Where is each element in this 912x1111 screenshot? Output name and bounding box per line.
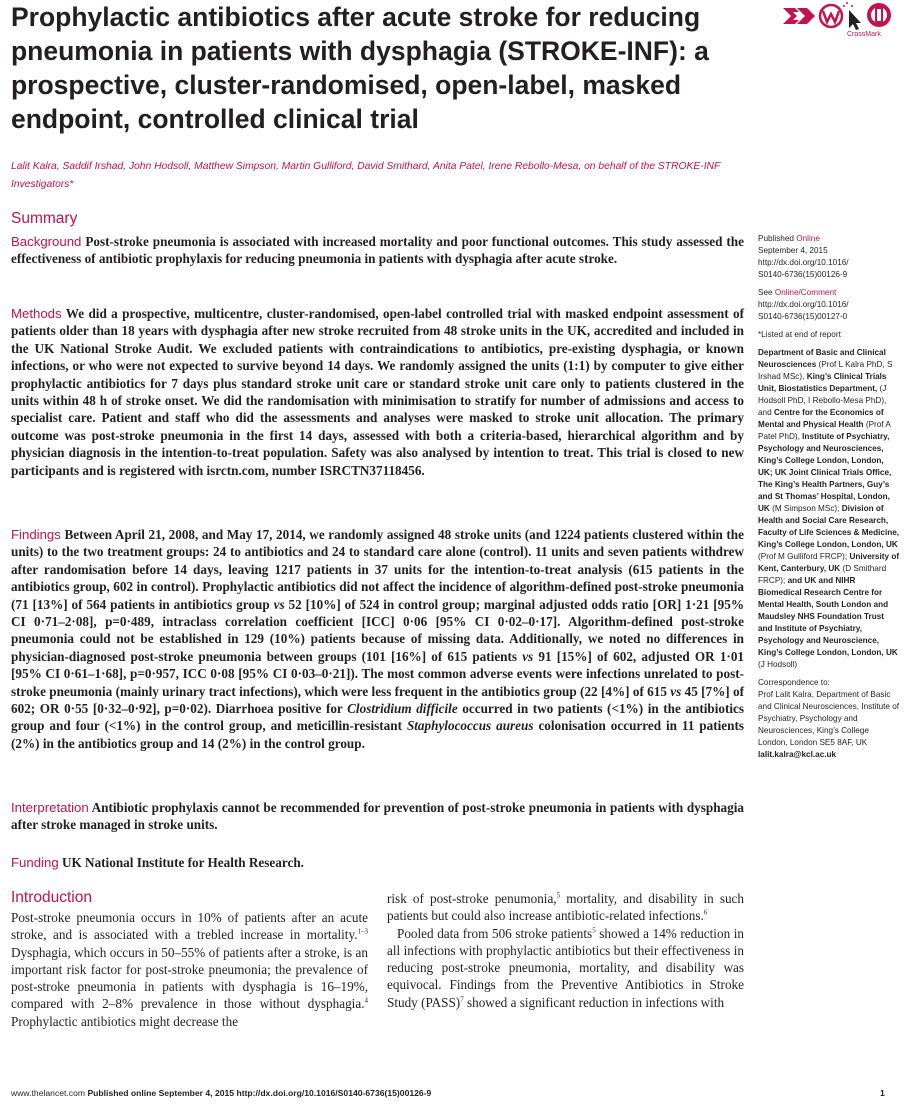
interpretation-text: Antibiotic prophylaxis cannot be recommended for prevention of post-stroke pneumonia in patients with dysphagia after stroke managed in stroke units. — [11, 800, 744, 833]
margin-sidebar — [758, 233, 900, 761]
background-label: Background — [11, 234, 82, 249]
doi-link-2[interactable]: http://dx.doi.org/10.1016/ — [758, 300, 849, 309]
intro-col1-a: Post-stroke pneumonia occurs in 10% of patients after an acute stroke, and is associated with a trebled increase in mortality. — [11, 910, 368, 943]
affiliation-4-people: (M Simpson MSc); — [772, 504, 840, 513]
intro-col2-para-2 — [387, 925, 744, 1011]
affiliation-1: Department of Basic and Clinical Neurosciences — [758, 348, 886, 369]
footer-published: Published online September 4, 2015 — [87, 1088, 235, 1098]
reference-link[interactable]: 6 — [703, 908, 708, 917]
doi-link-1[interactable]: http://dx.doi.org/10.1016/ — [758, 258, 849, 267]
published-line — [758, 233, 900, 245]
listed-note: *Listed at end of report — [758, 330, 841, 339]
see-comment-line — [758, 287, 900, 299]
doi-link-2b[interactable]: S0140-6736(15)00127-0 — [758, 312, 848, 321]
author-list: Lalit Kalra, Saddif Irshad, John Hodsoll, Matthew Simpson, Martin Gulliford, David Smithard, Anita Patel, Irene Rebollo-Mesa, on behalf of the STROKE-INF Investigators* — [11, 161, 721, 190]
affiliation-2-people: (J Hodsoll PhD, I Rebollo-Mesa PhD), and — [758, 384, 887, 417]
intro-col2-b: mortality, and disability in such patients but could also increase antibiotic-related infections. — [387, 891, 745, 924]
correspondence-email[interactable]: lalit.kalra@kcl.ac.uk — [758, 750, 837, 759]
crossmark-icon[interactable] — [867, 3, 891, 27]
introduction-heading: Introduction — [11, 889, 92, 906]
logo-icons — [781, 0, 901, 44]
comment-link[interactable]: Online/Comment — [774, 288, 837, 297]
reference-link[interactable]: 7 — [460, 995, 464, 1004]
vs-1: vs — [273, 596, 285, 612]
intro-col1-c: Prophylactic antibiotics might decrease the — [11, 1013, 239, 1029]
affiliation-2: King’s Clinical Trials Unit, Biostatistics Department, — [758, 372, 887, 393]
findings-text-1: Between April 21, 2008, and May 17, 2014, we randomly assigned 48 stroke units (and 1224 patients clustered within the units) to the two treatment groups: 24 to antibiotics and 24 to standard care alone (control). 11 units and seven patients withdrew after randomisation before 14 days, leaving 1217 patients in 37 units for the intention-to-treat analysis (615 patients in the antibiotics group, 602 in control). Prophylactic antibiotics did not affect the incidence of algorithm-defined post-stroke pneumonia (71 [13%] of 564 patients in antibiotics group — [11, 527, 744, 612]
interpretation-label: Interpretation — [11, 800, 89, 815]
published-date: September 4, 2015 — [758, 246, 828, 255]
introduction-column-2 — [387, 890, 744, 1011]
affiliation-5: Division of Health and Social Care Research, Faculty of Life Sciences & Medicine, King’s College London, London, UK — [758, 504, 900, 549]
findings-text-3: 91 [15%] of 602, adjusted OR 1·01 [95% CI 0·61–1·68], p=0·957, ICC 0·08 [95% CI 0·03–0·21]). The most common adverse events were infections unrelated to post-stroke pneumonia (mainly urinary tract infections), which were less frequent in the antibiotics group (22 [4%] of 615 — [11, 648, 745, 699]
affiliation-7-people: (J Hodsoll) — [758, 660, 798, 669]
affiliation-3: Centre for the Economics of Mental and Physical Health — [758, 408, 884, 429]
affiliation-3-people: (Prof A Patel PhD), — [758, 420, 891, 441]
vs-2: vs — [522, 648, 534, 664]
intro-col2-d: showed a 14% reduction in all infections with prophylactic antibiotics but their effectiveness in reducing post-stroke pneumonia, mortality, and disability was equivocal. Findings from the Preventive Antibiotics in Stroke Study (PASS) — [387, 925, 745, 1010]
methods-paragraph — [11, 305, 744, 479]
reference-link[interactable]: 1–3 — [357, 927, 368, 936]
introduction-column-1 — [11, 909, 368, 1030]
intro-col1-b: Dysphagia, which occurs in 50–55% of patients after a stroke, is an important risk factor for post-stroke pneumonia; the prevalence of post-stroke pneumonia in patients with dysphagia is 16–19%, compared with 2–8% prevalence in those without dysphagia. — [11, 944, 368, 1012]
summary-heading: Summary — [11, 210, 78, 227]
findings-label: Findings — [11, 527, 61, 542]
published-label: Published — [758, 234, 794, 243]
intro-col2-para-1 — [387, 890, 744, 925]
lancet-arrow-icon[interactable] — [783, 8, 815, 24]
intro-col2-c: Pooled data from 506 stroke patients — [397, 925, 593, 941]
methods-text: We did a prospective, multicentre, cluster-randomised, open-label controlled trial with masked endpoint assessment of patients older than 18 years with dysphagia after new stroke recruited from 48 stroke units in the UK, accredited and included in the UK National Stroke Audit. We excluded patients with contraindications to antibiotics, pre-existing dysphagia, or known infections, or who were not expected to survive beyond 14 days. We randomly assigned the units (1:1) by computer to give either prophylactic antibiotics for 7 days plus standard stroke unit care or standard stroke unit care only to patients clustered in the units within 48 h of stroke onset. We did the randomisation with minimisation to stratify for number of admissions and access to specialist care. Patient and staff who did the assessments and analyses were masked to stroke unit allocation. The primary outcome was post-stroke pneumonia in the first 14 days, assessed with both a criteria-based, hierarchical algorithm and by physician diagnosis in the intention-to-treat population. Safety was also analysed by intention to treat. This trial is closed to new participants and is registered with isrctn.com, number ISRCTN37118456. — [11, 306, 744, 478]
findings-text-6: colonisation occurred in 11 patients (2%) in the antibiotics group and 14 (2%) in the control group. — [11, 718, 745, 751]
web-w-icon[interactable] — [820, 5, 842, 27]
findings-text-4: 45 [7%] of 602; OR 0·55 [0·32–0·92], p=0·02). Diarrhoea positive for — [11, 683, 744, 717]
affiliation-4: Institute of Psychiatry, Psychology and Neurosciences, King’s College London, London, UK; UK Joint Clinical Trials Office, The King’s Health Partners, Guy’s and St Thomas’ Hospital, London, UK — [758, 432, 892, 513]
affiliation-5-people: (Prof M Gulliford FRCP); — [758, 552, 848, 561]
reference-link[interactable]: 5 — [592, 926, 596, 935]
affiliation-7: and UK and NIHR Biomedical Research Centre for Mental Health, South London and Maudsley NHS Foundation Trust and Institute of Psychiatry, Psychology and Neuroscience, King’s College London, London, UK — [758, 576, 898, 657]
clostridium-term: Clostridium difficile — [347, 701, 458, 717]
findings-paragraph — [11, 526, 744, 752]
footer-site[interactable]: www.thelancet.com — [11, 1088, 86, 1098]
online-link[interactable]: Online — [796, 234, 820, 243]
funding-label: Funding — [11, 855, 59, 870]
page-number: 1 — [880, 1088, 885, 1098]
affiliation-6: University of Kent, Canterbury, UK — [758, 552, 900, 573]
vs-3: vs — [670, 683, 682, 699]
cursor-icon[interactable] — [843, 2, 861, 30]
see-label: See — [758, 288, 773, 297]
journal-logos — [781, 0, 901, 44]
footer-doi[interactable]: http://dx.doi.org/10.1016/S0140-6736(15)00126-9 — [236, 1088, 432, 1098]
funding-paragraph — [11, 854, 744, 871]
intro-col2-a: risk of post-stroke penumonia, — [387, 891, 557, 906]
reference-link[interactable]: 5 — [556, 891, 561, 900]
affiliation-6-people: (D Smithard FRCP); — [758, 564, 887, 585]
intro-col2-e: showed a significant reduction in infections with — [463, 994, 725, 1010]
background-text: Post-stroke pneumonia is associated with increased mortality and poor functional outcomes. This study assessed the effectiveness of antibiotic prophylaxis for reducing pneumonia in patients with dysphagia after acute stroke. — [11, 234, 744, 267]
reference-link[interactable]: 4 — [364, 997, 368, 1006]
page-footer — [11, 1088, 891, 1098]
interpretation-paragraph — [11, 799, 744, 834]
methods-label: Methods — [11, 306, 62, 321]
correspondence-text: Prof Lalit Kalra, Department of Basic and Clinical Neurosciences, Institute of Psychiatry, Psychology and Neurosciences, King’s College London, London SE5 8AF, UK — [758, 690, 900, 747]
funding-text: UK National Institute for Health Research. — [61, 855, 304, 870]
staph-term: Staphylococcus aureus — [406, 718, 534, 734]
findings-text-5: occurred in two patients (<1%) in the antibiotics group and four (<1%) in the control group, and meticillin-resistant — [11, 701, 745, 734]
doi-link-1b[interactable]: S0140-6736(15)00126-9 — [758, 270, 848, 279]
article-title: Prophylactic antibiotics after acute stroke for reducing pneumonia in patients with dysphagia (STROKE-INF): a prospective, cluster-randomised, open-label, masked endpoint, controlled clinical trial — [11, 2, 709, 134]
background-paragraph — [11, 233, 744, 268]
affiliations — [758, 347, 900, 671]
findings-text-2: 52 [10%] of 524 in control group; marginal adjusted odds ratio [OR] 1·21 [95% CI 0·71–2·08], p=0·489, intraclass correlation coefficient [ICC] 0·06 [95% CI 0·02–0·17]. Algorithm-defined post-stroke pneumonia could not be established in 129 (10%) patients because of missing data. Additionally, we noted no differences in physician-diagnosed post-stroke pneumonia between groups (101 [16%] of 615 patients — [11, 596, 745, 664]
correspondence-label: Correspondence to: — [758, 678, 830, 687]
affiliation-1-people: (Prof L Kalra PhD, S Irshad MSc), — [758, 360, 893, 381]
crossmark-label: CrossMark — [847, 31, 881, 38]
